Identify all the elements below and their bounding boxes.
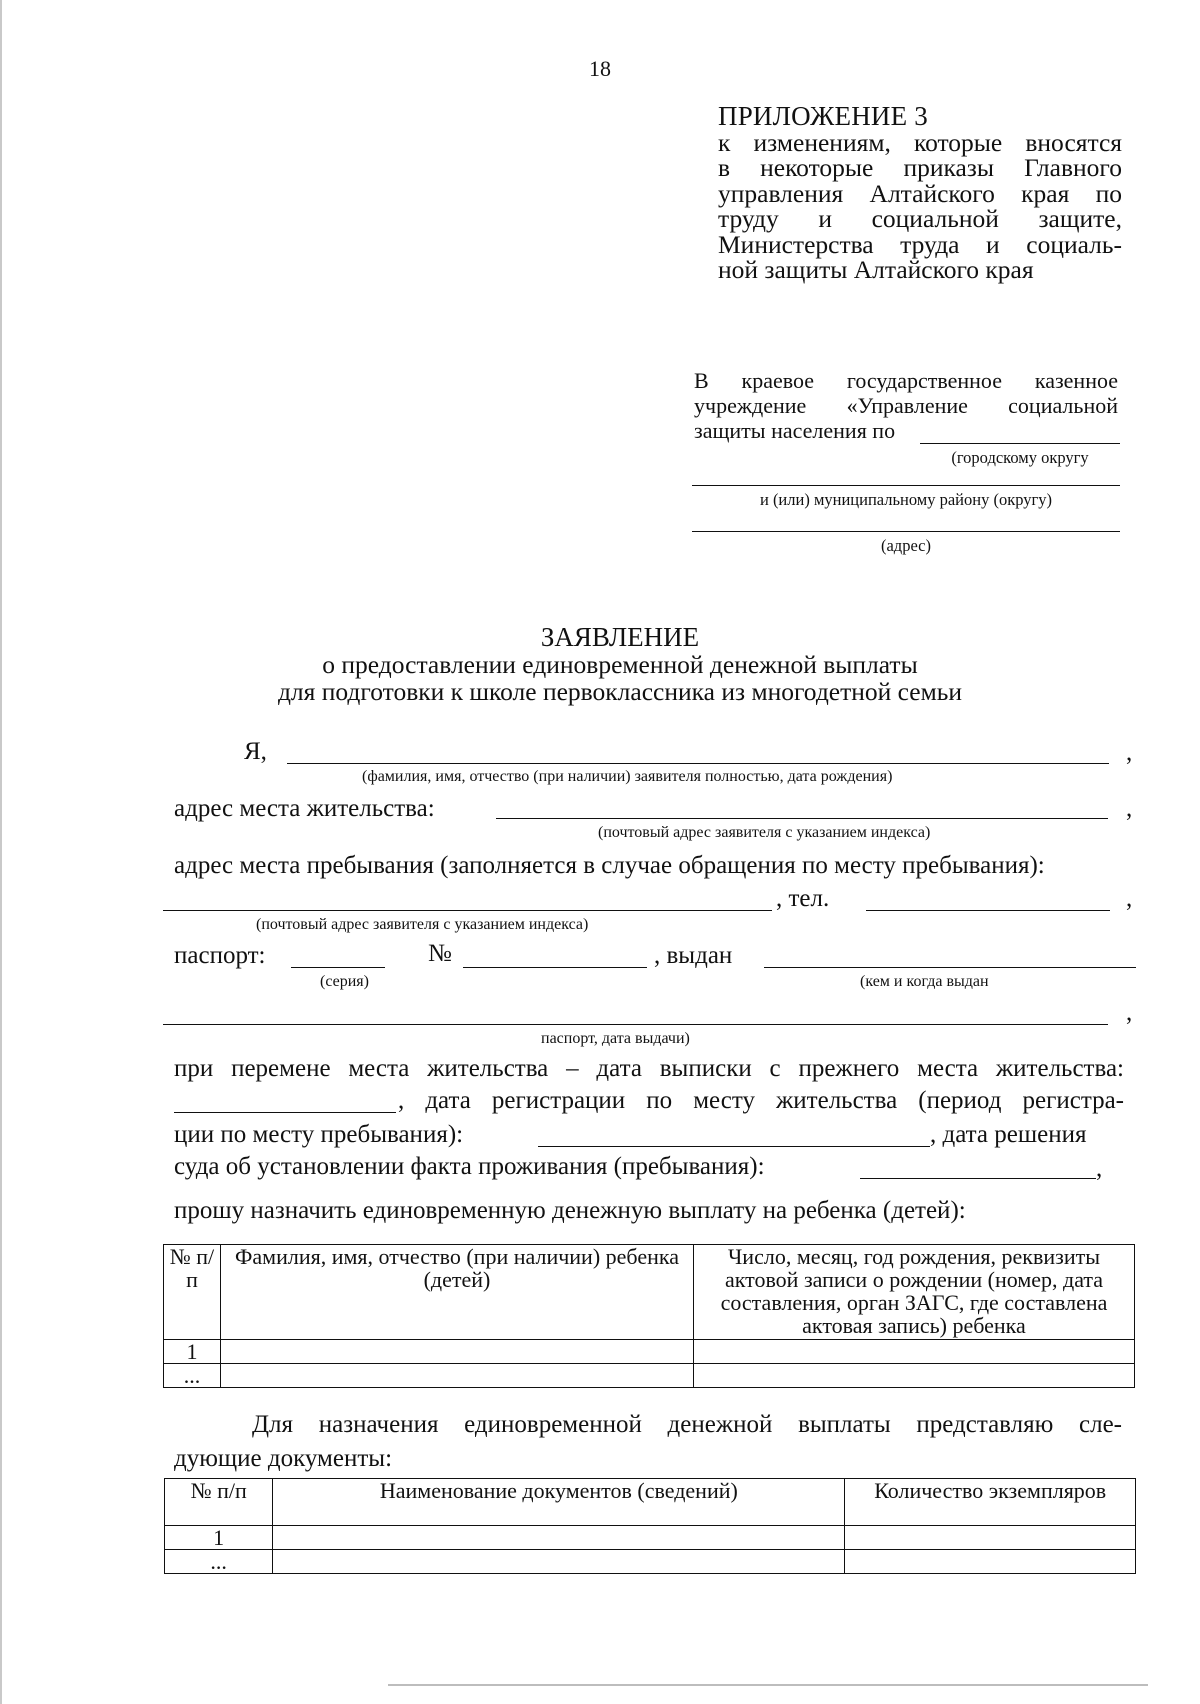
- series-caption: (серия): [320, 973, 369, 990]
- table-header-row: [165, 1479, 1136, 1526]
- passport-series-line[interactable]: [291, 967, 385, 968]
- comma: ,: [1096, 1155, 1103, 1182]
- residence-caption: (почтовый адрес заявителя с указанием индекса): [598, 824, 931, 841]
- documents-intro-line: Для назначения единовременной денежной выплаты представляю сле-: [252, 1411, 1122, 1438]
- table-cell[interactable]: [694, 1340, 1135, 1364]
- table-cell[interactable]: [845, 1550, 1136, 1574]
- residence-label: адрес места жительства:: [174, 795, 435, 822]
- table-row: [164, 1340, 1135, 1364]
- addressee-block: [694, 368, 1118, 443]
- tel-label: , тел.: [776, 885, 830, 912]
- title-line: о предоставлении единовременной денежной выплаты: [322, 650, 918, 679]
- applicant-caption: (фамилия, имя, отчество (при наличии) заявителя полностью, дата рождения): [362, 768, 893, 785]
- appendix-title: ПРИЛОЖЕНИЕ 3: [718, 101, 928, 131]
- request-line: прошу назначить единовременную денежную выплату на ребенка (детей):: [174, 1197, 966, 1224]
- document-title: [200, 624, 1040, 705]
- residence-field-line[interactable]: [496, 818, 1108, 819]
- appendix-line: ной защиты Алтайского края: [718, 255, 1034, 284]
- addressee-line: учреждение «Управление социальной: [694, 393, 1118, 418]
- table-cell: ...: [165, 1550, 273, 1574]
- district-caption: (городскому округу: [951, 448, 1089, 467]
- passport-caption: паспорт, дата выдачи): [541, 1030, 690, 1047]
- table-row: [164, 1364, 1135, 1388]
- page-number: 18: [589, 56, 611, 81]
- stay-field-line[interactable]: [163, 910, 772, 911]
- table-cell[interactable]: [273, 1526, 845, 1550]
- title-main: ЗАЯВЛЕНИЕ: [540, 622, 700, 652]
- passport-label: паспорт:: [174, 942, 266, 969]
- table-cell: 1: [164, 1340, 221, 1364]
- table-header-cell: Число, месяц, год рождения, реквизиты актовой записи о рождении (номер, дата составления, орган ЗАГС, где составлена актовая запись) ребенка: [694, 1245, 1135, 1340]
- addressee-line: защиты населения по: [694, 418, 896, 443]
- stay-label: адрес места пребывания (заполняется в случае обращения по месту пребывания):: [174, 852, 1045, 879]
- court-decision-date-line[interactable]: [860, 1178, 1096, 1179]
- table-cell: 1: [165, 1526, 273, 1550]
- appendix-line: управления Алтайского края по: [718, 178, 1122, 208]
- appendix-line: Министерства труда и социаль-: [718, 229, 1122, 259]
- title-line: для подготовки к школе первоклассника из многодетной семьи: [277, 677, 963, 706]
- appendix-line: в некоторые приказы Главного: [718, 153, 1122, 182]
- move-line: , дата решения: [930, 1121, 1087, 1148]
- addressee-line: В краевое государственное казенное: [694, 368, 1118, 393]
- table-header-row: [164, 1245, 1135, 1340]
- table-cell[interactable]: [221, 1364, 694, 1388]
- table-cell[interactable]: [694, 1364, 1135, 1388]
- appendix-block: [718, 101, 1122, 284]
- table-header-cell: Фамилия, имя, отчество (при наличии) ребенка (детей): [221, 1245, 694, 1340]
- children-table: [163, 1244, 1135, 1388]
- stay-caption: (почтовый адрес заявителя с указанием индекса): [256, 916, 589, 933]
- table-header-cell: Количество экземпляров: [845, 1479, 1136, 1526]
- issued-caption: (кем и когда выдан: [860, 973, 989, 990]
- move-line: , дата регистрации по месту жительства (период регистра-: [398, 1087, 1124, 1114]
- table-cell[interactable]: [845, 1526, 1136, 1550]
- municipal-field-line[interactable]: [692, 485, 1120, 486]
- applicant-field-line[interactable]: [287, 763, 1109, 764]
- comma: ,: [1126, 885, 1133, 912]
- scan-bottom-line: [388, 1684, 1148, 1686]
- move-line: при перемене места жительства – дата выписки с прежнего места жительства:: [174, 1055, 1124, 1082]
- address-caption: (адрес): [880, 536, 931, 555]
- passport-issued-continuation-line[interactable]: [163, 1024, 1108, 1025]
- registration-period-line[interactable]: [538, 1146, 930, 1147]
- appendix-line: труду и социальной защите,: [718, 204, 1122, 233]
- table-cell[interactable]: [221, 1340, 694, 1364]
- applicant-label: Я,: [244, 738, 267, 765]
- address-field-line[interactable]: [692, 531, 1120, 532]
- move-line: суда об установлении факта проживания (пребывания):: [174, 1153, 765, 1180]
- table-header-cell: Наименование документов (сведений): [273, 1479, 845, 1526]
- appendix-line: к изменениям, которые вносятся: [718, 127, 1122, 157]
- documents-table: [164, 1478, 1136, 1574]
- number-sign: №: [428, 940, 452, 967]
- table-row: [165, 1550, 1136, 1574]
- issued-label: , выдан: [654, 942, 733, 969]
- district-field-line[interactable]: [920, 443, 1120, 444]
- passport-number-line[interactable]: [463, 967, 647, 968]
- move-line: ции по месту пребывания):: [174, 1121, 464, 1148]
- tel-field-line[interactable]: [866, 910, 1110, 911]
- table-cell: ...: [164, 1364, 221, 1388]
- issued-field-line[interactable]: [764, 967, 1136, 968]
- table-row: [165, 1526, 1136, 1550]
- municipal-caption: и (или) муниципальному району (округу): [759, 490, 1053, 509]
- comma: ,: [1126, 739, 1133, 766]
- scan-edge-line: [0, 0, 2, 1704]
- comma: ,: [1126, 795, 1133, 822]
- table-header-cell: № п/п: [164, 1245, 221, 1340]
- table-cell[interactable]: [273, 1550, 845, 1574]
- table-header-cell: № п/п: [165, 1479, 273, 1526]
- comma: ,: [1126, 999, 1133, 1026]
- discharge-date-line[interactable]: [174, 1112, 396, 1113]
- documents-intro-line: дующие документы:: [174, 1445, 393, 1472]
